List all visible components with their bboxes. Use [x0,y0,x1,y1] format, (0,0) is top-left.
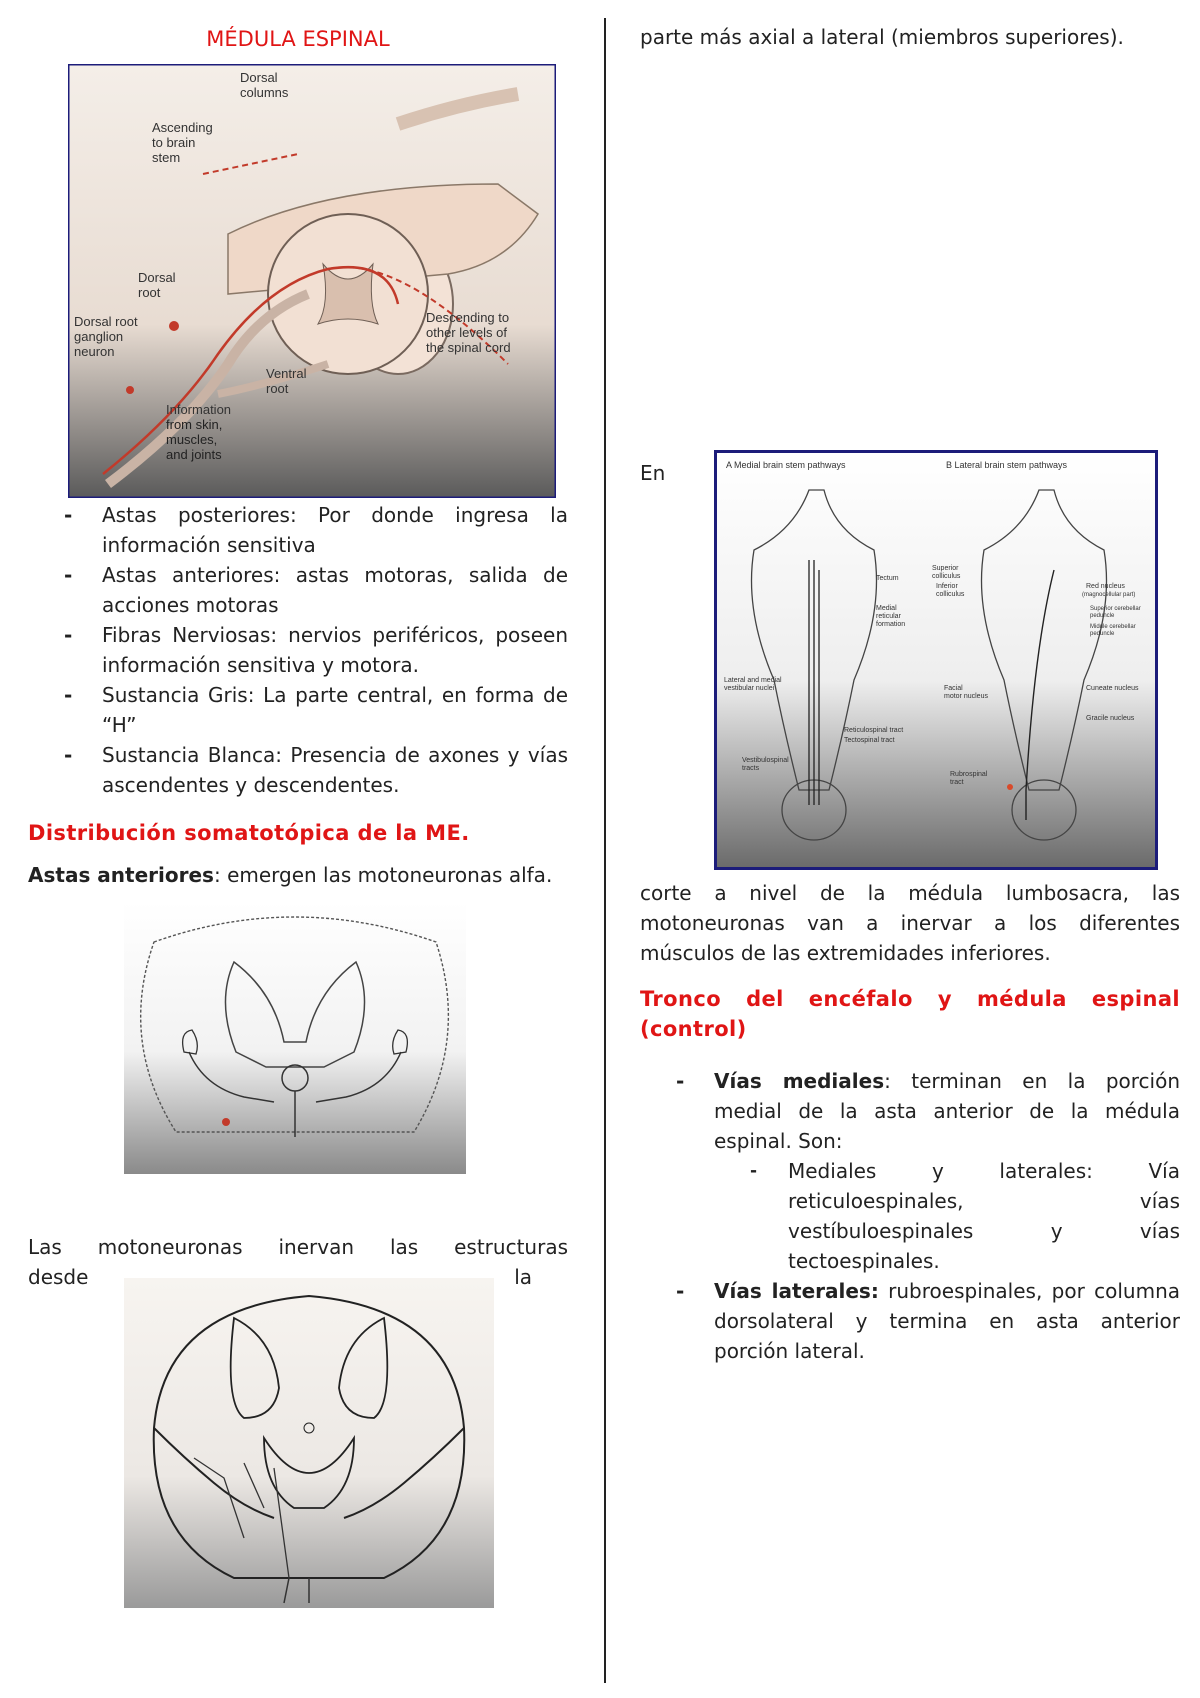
lumbosacral-illustration [124,1278,494,1608]
vias-laterales-bold: Vías laterales: [714,1279,879,1303]
motoneuronas-line2-start: desde [28,1265,89,1289]
vias-mediales-sublist [714,1156,1180,1276]
label-tectum: Tectum [876,575,899,582]
en-label: En [640,461,666,485]
label-information-1: Information [166,402,232,417]
label-ventral-root-2: root [266,381,289,396]
spinal-cord-figure [68,64,556,498]
label-dorsal-root-1: Dorsal [138,270,176,285]
label-colliculus-sup: colliculus [932,573,961,580]
label-red-nucleus: Red nucleus [1086,583,1125,590]
label-superior: Superior [932,565,959,572]
en-row [640,450,1180,870]
label-reticulospinal: Reticulospinal tract [844,727,904,734]
label-rubrospinal: Rubrospinal [950,771,988,778]
list-item-vias-laterales [640,1276,1180,1366]
label-motor-nucleus: motor nucleus [944,693,988,700]
homunculus-illustration [124,902,466,1174]
left-column [28,22,568,1608]
lumbosacral-figure [124,1278,494,1608]
label-ascending-2: to brain [152,135,196,150]
label-magnocellular: (magnocellular part) [1082,592,1136,598]
list-item: - Astas posteriores: Por donde ingresa la información sensitiva [28,500,568,560]
label-mid-cerebellar: Middle cerebellar [1090,624,1136,630]
label-lateral-medial: Lateral and medial [724,677,782,684]
label-drg-3: neuron [74,344,115,359]
motoneuronas-line2-end: la [514,1265,532,1289]
section-heading-tronco: Tronco del encéfalo y médula espinal (control) [640,987,1180,1041]
label-information-2: from skin, [166,417,223,432]
label-ascending-3: stem [152,150,181,165]
sub-list-item: - Mediales y laterales: Vía reticuloespinales, vías vestíbuloespinales y vías tectoespinales. [714,1156,1180,1276]
label-descending-3: the spinal cord [426,340,511,355]
label-dorsal-columns-1: Dorsal [240,70,278,85]
spinal-parts-list [28,500,568,800]
astas-anteriores-bold: Astas anteriores [28,863,214,887]
label-inferior: Inferior [936,583,958,590]
label-descending-2: other levels of [426,325,507,340]
right-top-paragraph: parte más axial a lateral (miembros superiores). [640,25,1124,49]
label-rubro-tract: tract [950,779,964,786]
astas-anteriores-paragraph [28,860,568,890]
list-item: - Sustancia Blanca: Presencia de axones y vías ascendentes y descendentes. [28,740,568,800]
brainstem-illustration [714,450,1158,870]
label-information-4: and joints [166,447,222,462]
label-vestibulospinal: Vestibulospinal [742,757,789,764]
column-divider [604,18,606,1683]
label-medial: Medial [876,605,897,612]
label-dorsal-columns-2: columns [240,85,289,100]
corte-paragraph: corte a nivel de la médula lumbosacra, las motoneuronas van a inervar a los diferentes músculos de las extremidades inferiores. [640,881,1180,965]
list-item-vias-mediales [640,1066,1180,1276]
label-tracts: tracts [742,765,760,772]
list-item: - Fibras Nerviosas: nervios periféricos, poseen información sensitiva y motora. [28,620,568,680]
homunculus-figure [124,902,466,1174]
label-peduncle-2: peduncle [1090,631,1115,637]
label-facial: Facial [944,685,963,692]
label-reticular: reticular [876,613,901,620]
label-ascending-1: Ascending [152,120,213,135]
label-formation: formation [876,621,906,628]
brainstem-title-b: B Lateral brain stem pathways [946,460,1068,470]
label-vestibular-nuclei: vestibular nuclei [724,685,775,692]
list-item: - Astas anteriores: astas motoras, salida de acciones motoras [28,560,568,620]
page-title: MÉDULA ESPINAL [206,27,390,51]
label-information-3: muscles, [166,432,218,447]
label-drg-1: Dorsal root [74,314,138,329]
vias-list [640,1066,1180,1366]
label-sup-cerebellar: Superior cerebellar [1090,606,1141,612]
label-descending-1: Descending to [426,310,510,325]
label-colliculus-inf: colliculus [936,591,965,598]
vias-laterales-text: rubroespinales, por columna dorsolateral y termina en asta anterior porción lateral. [714,1279,1180,1363]
brainstem-title-a: A Medial brain stem pathways [726,460,846,470]
brainstem-pathways-figure [714,450,1158,870]
label-cuneate: Cuneate nucleus [1086,685,1139,692]
label-dorsal-root-2: root [138,285,161,300]
vias-mediales-text: : terminan en la porción medial de la asta anterior de la médula espinal. Son: [714,1069,1181,1153]
label-drg-2: ganglion [74,329,124,344]
label-tectospinal: Tectospinal tract [844,737,895,744]
vias-mediales-bold: Vías mediales [714,1069,885,1093]
spinal-cord-illustration [68,64,556,498]
section-heading-distribution: Distribución somatotópica de la ME. [28,821,470,845]
list-item: - Sustancia Gris: La parte central, en forma de “H” [28,680,568,740]
motoneuronas-line1: Las motoneuronas inervan las estructuras [28,1235,568,1259]
label-ventral-root-1: Ventral [266,366,307,381]
label-peduncle-1: peduncle [1090,613,1115,619]
astas-anteriores-text: : emergen las motoneuronas alfa. [213,863,553,887]
label-gracile: Gracile nucleus [1086,715,1135,722]
right-column [640,22,1180,1366]
